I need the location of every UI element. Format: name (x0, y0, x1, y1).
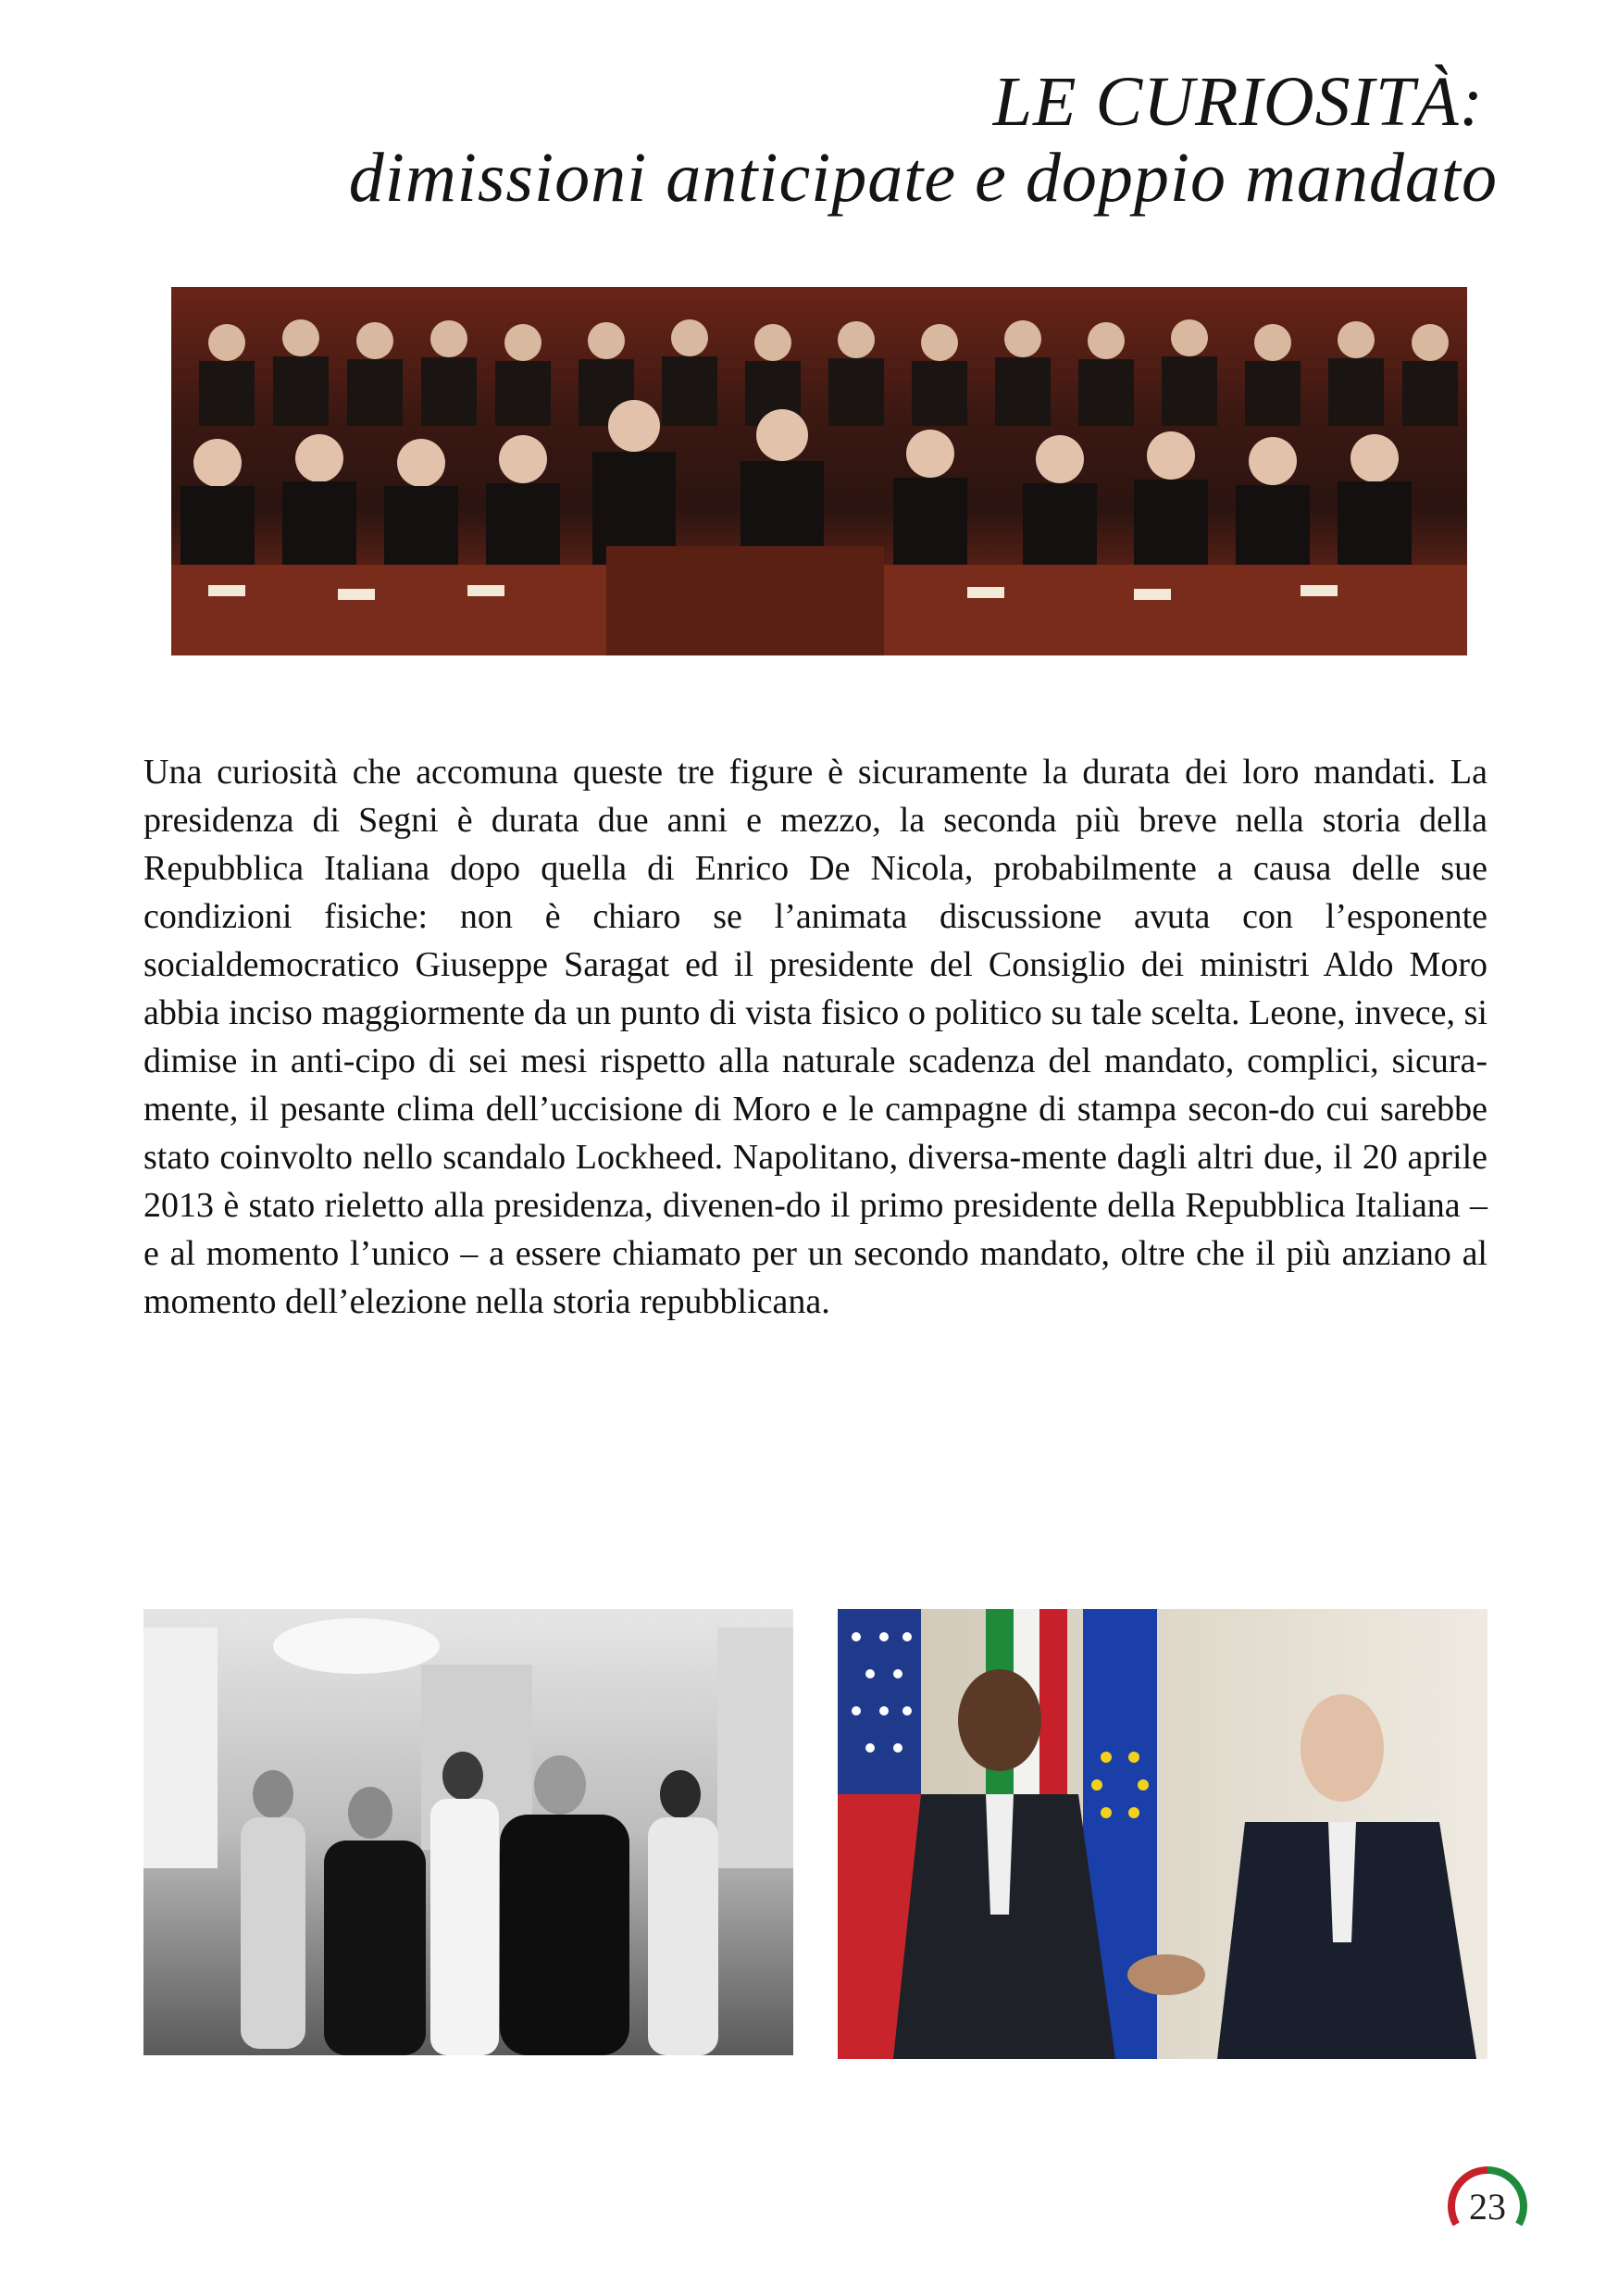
title-line-2: dimissioni anticipate e doppio mandato (348, 139, 1498, 217)
reception-photo-illustration (143, 1609, 793, 2055)
page-number-badge (1448, 2166, 1527, 2246)
title-line-1: LE CURIOSITÀ: (992, 63, 1484, 141)
main-paragraph: Una curiosità che accomuna queste tre figure è sicuramente la durata dei loro mandati. La presidenza di Segni è durata due anni e mezzo, la seconda più breve nella storia della Repubblica Italiana dopo quella di Enrico De Nicola, probabilmente a causa delle sue condizioni fisiche: non è chiaro se l’animata discussione avuta con l’esponente socialdemocratico Giuseppe Saragat ed il presidente del Consiglio dei ministri Aldo Moro abbia inciso maggiormente da un punto di vista fisico o politico su tale scelta. Leone, invece, si dimise in anti-cipo di sei mesi rispetto alla naturale scadenza del mandato, complici, sicura-mente, il pesante clima dell’uccisione di Moro e le campagne di stampa secon-do cui sarebbe stato coinvolto nello scandalo Lockheed. Napolitano, diversa-mente dagli altri due, il 20 aprile 2013 è stato rieletto alla presidenza, divenen-do il primo presidente della Repubblica Italiana – e al momento l’unico – a essere chiamato per un secondo mandato, oltre che il più anziano al momento dell’elezione nella storia repubblicana. (143, 753, 1487, 1321)
reception-photo (143, 1609, 793, 2055)
page-title (17, 65, 1498, 217)
handshake-photo (838, 1609, 1487, 2059)
handshake-photo-illustration (838, 1609, 1487, 2059)
parliament-photo (171, 287, 1467, 655)
parliament-photo-illustration (171, 287, 1467, 655)
page-number: 23 (1455, 2174, 1520, 2239)
